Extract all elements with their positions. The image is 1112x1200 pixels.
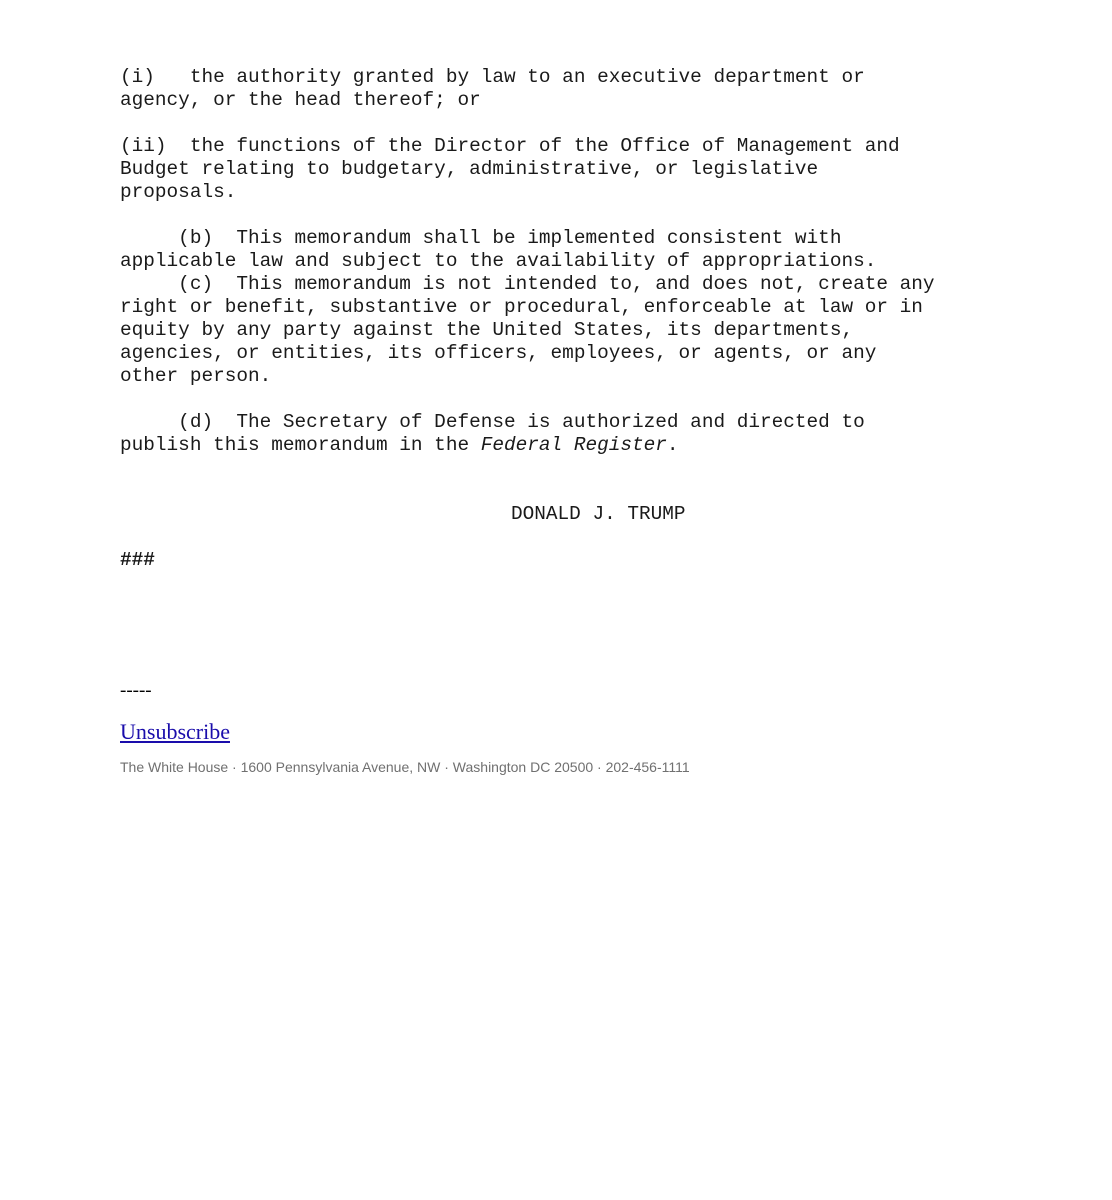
footer-address: The White House · 1600 Pennsylvania Avenue, NW · Washington DC 20500 · 202-456-1111 — [120, 759, 690, 775]
para-d-line-2 — [120, 434, 1000, 457]
item-ii-line-1: (ii) the functions of the Director of the Office of Management and — [120, 135, 900, 157]
end-mark: ### — [120, 549, 155, 571]
para-b-line-2: applicable law and subject to the availability of appropriations. — [120, 250, 877, 272]
para-b-line-1: (b) This memorandum shall be implemented consistent with — [120, 227, 842, 249]
para-d-line-2-prefix: publish this memorandum in the — [120, 434, 481, 456]
para-c-line-3: equity by any party against the United States, its departments, — [120, 319, 854, 341]
para-c-line-4: agencies, or entities, its officers, employees, or agents, or any — [120, 342, 877, 364]
paragraph-gap — [120, 112, 1000, 135]
para-c-line-2: right or benefit, substantive or procedural, enforceable at law or in — [120, 296, 923, 318]
footer-separator: ----- — [120, 680, 152, 701]
item-i-line-1: (i) the authority granted by law to an executive department or — [120, 66, 865, 88]
memorandum-body — [120, 66, 1000, 572]
signature: DONALD J. TRUMP — [511, 503, 686, 525]
para-d-line-2-suffix: . — [666, 434, 679, 456]
para-c-line-5: other person. — [120, 365, 272, 387]
para-c-line-1: (c) This memorandum is not intended to, and does not, create any — [120, 273, 935, 295]
federal-register-italic: Federal Register — [480, 434, 667, 456]
para-d-line-1: (d) The Secretary of Defense is authorized and directed to — [120, 411, 865, 433]
unsubscribe-link[interactable]: Unsubscribe — [120, 719, 230, 744]
item-ii-line-3: proposals. — [120, 181, 237, 203]
item-ii-line-2: Budget relating to budgetary, administrative, or legislative — [120, 158, 819, 180]
paragraph-gap — [120, 204, 1000, 227]
paragraph-gap — [120, 388, 1000, 411]
item-i-line-2: agency, or the head thereof; or — [120, 89, 481, 111]
